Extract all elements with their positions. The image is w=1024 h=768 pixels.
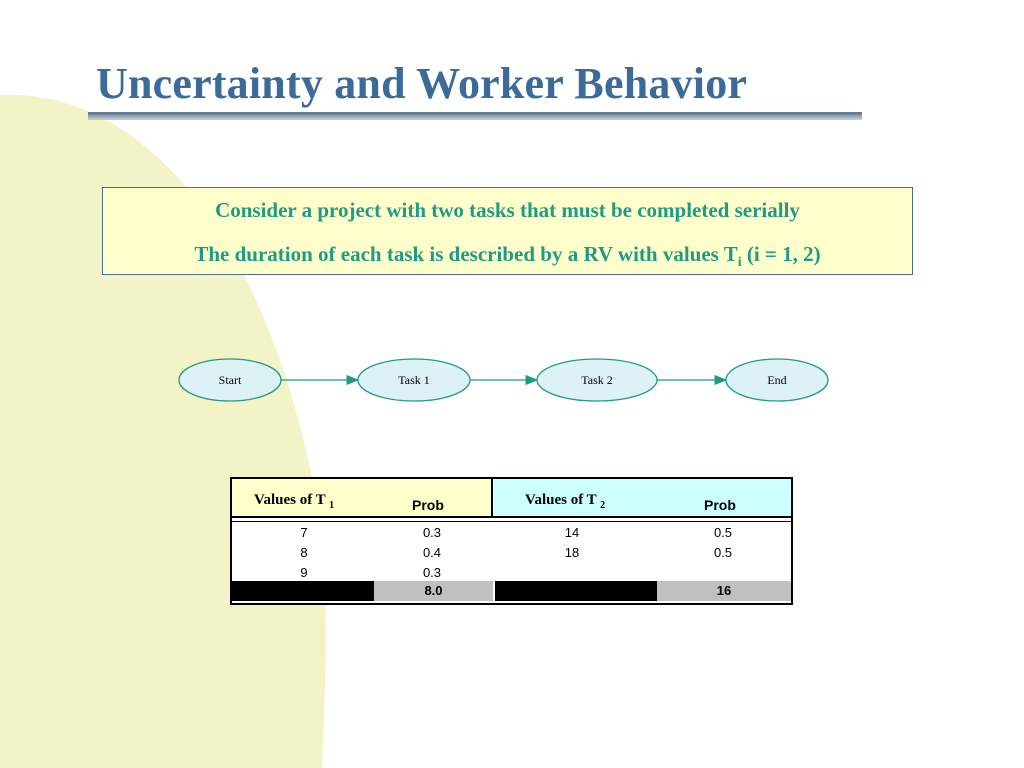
t2-prob-cell: 0.5 <box>713 525 733 540</box>
t2-prob-header: Prob <box>704 497 736 513</box>
t1-prob-cell: 0.4 <box>422 545 442 560</box>
task-flow-diagram <box>160 350 850 420</box>
t1-prob-header: Prob <box>412 497 444 513</box>
t1-prob-cell: 0.3 <box>422 565 442 580</box>
t1-prob-cell: 0.3 <box>422 525 442 540</box>
t2-expected-value: 16 <box>657 581 791 601</box>
node-task-1-label: Task 1 <box>398 373 430 387</box>
t1-values-header: Values of T $_1$ <box>254 492 335 511</box>
callout-line-2-suffix: (i = 1, 2) <box>741 242 821 266</box>
callout-line-2-text: The duration of each task is described by a RV with values T <box>194 242 738 266</box>
t2-value-cell: 14 <box>564 525 580 540</box>
node-task-2-label: Task 2 <box>581 373 613 387</box>
node-start-label: Start <box>218 373 242 387</box>
t1-value-cell: 7 <box>300 525 308 540</box>
header-divider-thin <box>232 521 791 522</box>
t1-value-cell: 9 <box>300 565 308 580</box>
t1-total-spacer <box>232 581 374 601</box>
t2-total-spacer <box>495 581 657 601</box>
distribution-table <box>230 477 793 605</box>
header-divider <box>232 516 791 518</box>
t2-values-header: Values of T $_2$ <box>525 492 606 511</box>
callout-line-1: Consider a project with two tasks that must be completed serially <box>215 198 800 222</box>
t2-value-cell: 18 <box>564 545 580 560</box>
title-underline <box>88 112 862 118</box>
t1-value-cell: 8 <box>300 545 308 560</box>
callout-box <box>102 187 913 275</box>
node-end-label: End <box>767 373 787 387</box>
t1-expected-value: 8.0 <box>374 581 493 601</box>
callout-line-2 <box>103 242 912 271</box>
page-title: Uncertainty and Worker Behavior <box>96 59 748 108</box>
t2-prob-cell: 0.5 <box>713 545 733 560</box>
callout-subscript: i <box>737 255 742 271</box>
